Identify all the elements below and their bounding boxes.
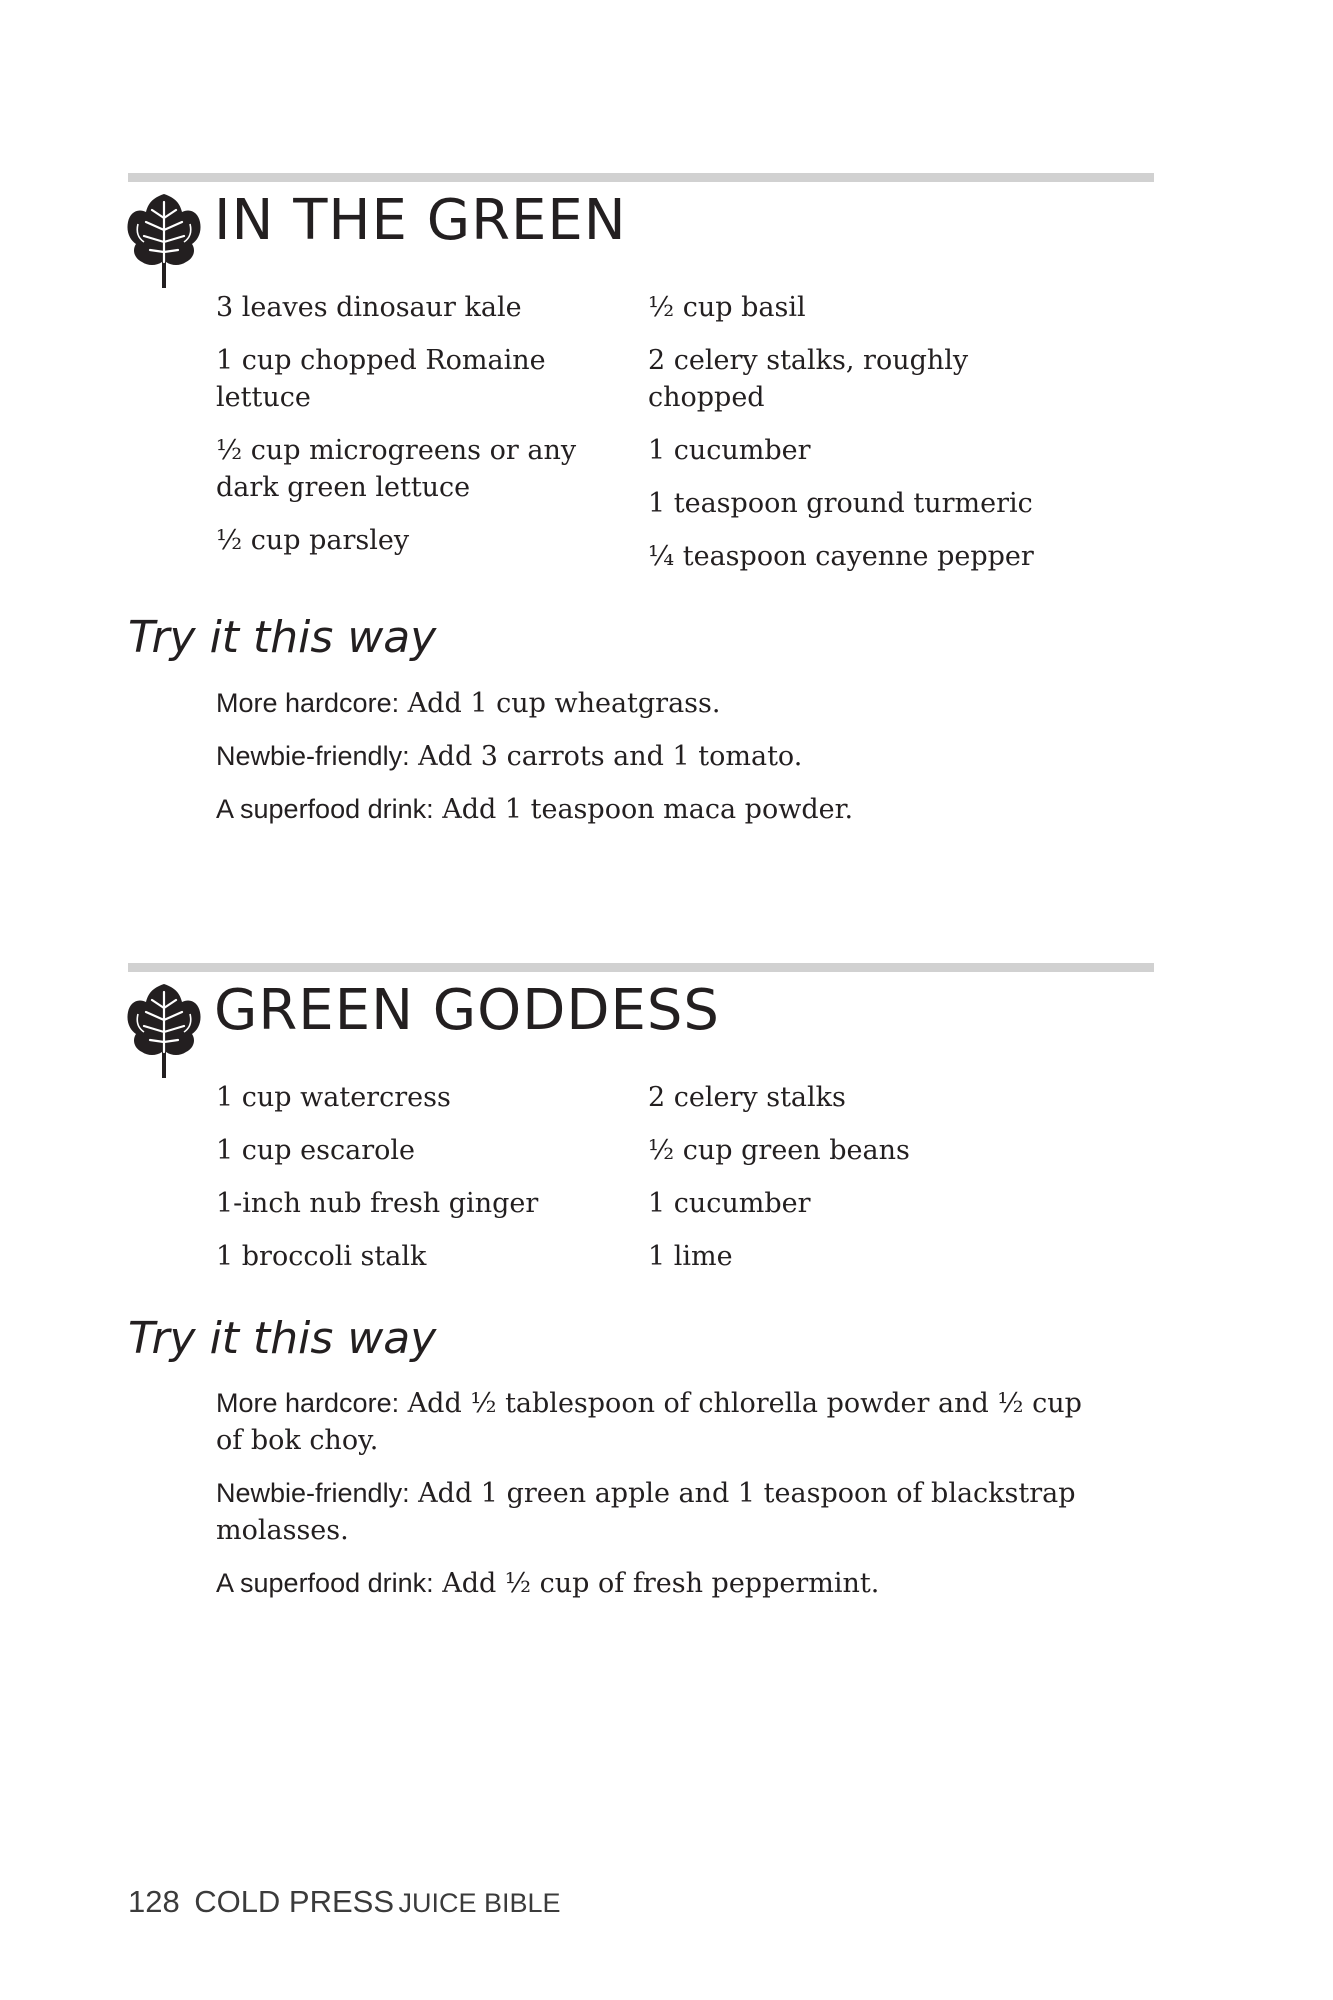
- ingredient: 1 lime: [648, 1241, 733, 1272]
- ingredient: ½ cup microgreens or any dark green lettuce: [216, 435, 577, 503]
- ingredient: 1 teaspoon ground turmeric: [648, 488, 1033, 519]
- variation-text: Add 1 green apple and 1 teaspoon of blackstrap molasses.: [216, 1478, 1076, 1546]
- ingredient: 2 celery stalks: [648, 1082, 846, 1113]
- try-heading: Try it this way: [128, 1313, 437, 1364]
- variation-label: A superfood drink:: [216, 794, 434, 824]
- variation-text: Add ½ cup of fresh peppermint.: [433, 1568, 880, 1599]
- variation-item: [216, 1385, 1116, 1459]
- ingredient: 1 cup chopped Romaine lettuce: [216, 345, 546, 413]
- variation-label: Newbie-friendly:: [216, 1478, 410, 1508]
- variation-text: Add ½ tablespoon of chlorella powder and ½ cup of bok choy.: [216, 1388, 1082, 1456]
- ingredients-left: [216, 289, 636, 575]
- ingredient: 1-inch nub fresh ginger: [216, 1188, 539, 1219]
- recipe-title: GREEN GODDESS: [214, 978, 720, 1043]
- page-footer: [128, 1884, 561, 1920]
- book-title-sub: JUICE BIBLE: [398, 1888, 561, 1918]
- ingredient: 2 celery stalks, roughly chopped: [648, 345, 969, 413]
- ingredient: 1 cup watercress: [216, 1082, 451, 1113]
- variation-item: [216, 791, 1116, 828]
- ingredient: ½ cup parsley: [216, 525, 410, 556]
- ingredient: 3 leaves dinosaur kale: [216, 292, 522, 323]
- variation-item: [216, 1475, 1116, 1549]
- variation-text: Add 3 carrots and 1 tomato.: [409, 741, 803, 772]
- variation-item: [216, 685, 1116, 722]
- try-heading: Try it this way: [128, 612, 437, 663]
- variation-text: Add 1 teaspoon maca powder.: [433, 794, 854, 825]
- leaf-icon: [124, 980, 204, 1082]
- section-divider: [128, 173, 1154, 182]
- variations-list: [216, 685, 1116, 844]
- ingredient: 1 cucumber: [648, 435, 811, 466]
- variation-label: Newbie-friendly:: [216, 741, 410, 771]
- ingredient: 1 cucumber: [648, 1188, 811, 1219]
- variation-text: Add 1 cup wheatgrass.: [399, 688, 721, 719]
- recipe-title: IN THE GREEN: [214, 188, 627, 253]
- ingredients-right: [648, 289, 1048, 591]
- ingredients-right: [648, 1079, 1048, 1291]
- ingredient: 1 cup escarole: [216, 1135, 415, 1166]
- page-number: 128: [128, 1884, 180, 1919]
- ingredient: 1 broccoli stalk: [216, 1241, 427, 1272]
- variation-item: [216, 738, 1116, 775]
- ingredient: ½ cup green beans: [648, 1135, 910, 1166]
- variation-label: More hardcore:: [216, 688, 400, 718]
- leaf-icon: [124, 190, 204, 292]
- variation-item: [216, 1565, 1116, 1602]
- variations-list: [216, 1385, 1116, 1618]
- variation-label: More hardcore:: [216, 1388, 400, 1418]
- section-divider: [128, 963, 1154, 972]
- ingredient: ½ cup basil: [648, 292, 806, 323]
- ingredient: ¼ teaspoon cayenne pepper: [648, 541, 1034, 572]
- ingredients-left: [216, 1079, 636, 1291]
- book-title-main: COLD PRESS: [194, 1884, 395, 1919]
- variation-label: A superfood drink:: [216, 1568, 434, 1598]
